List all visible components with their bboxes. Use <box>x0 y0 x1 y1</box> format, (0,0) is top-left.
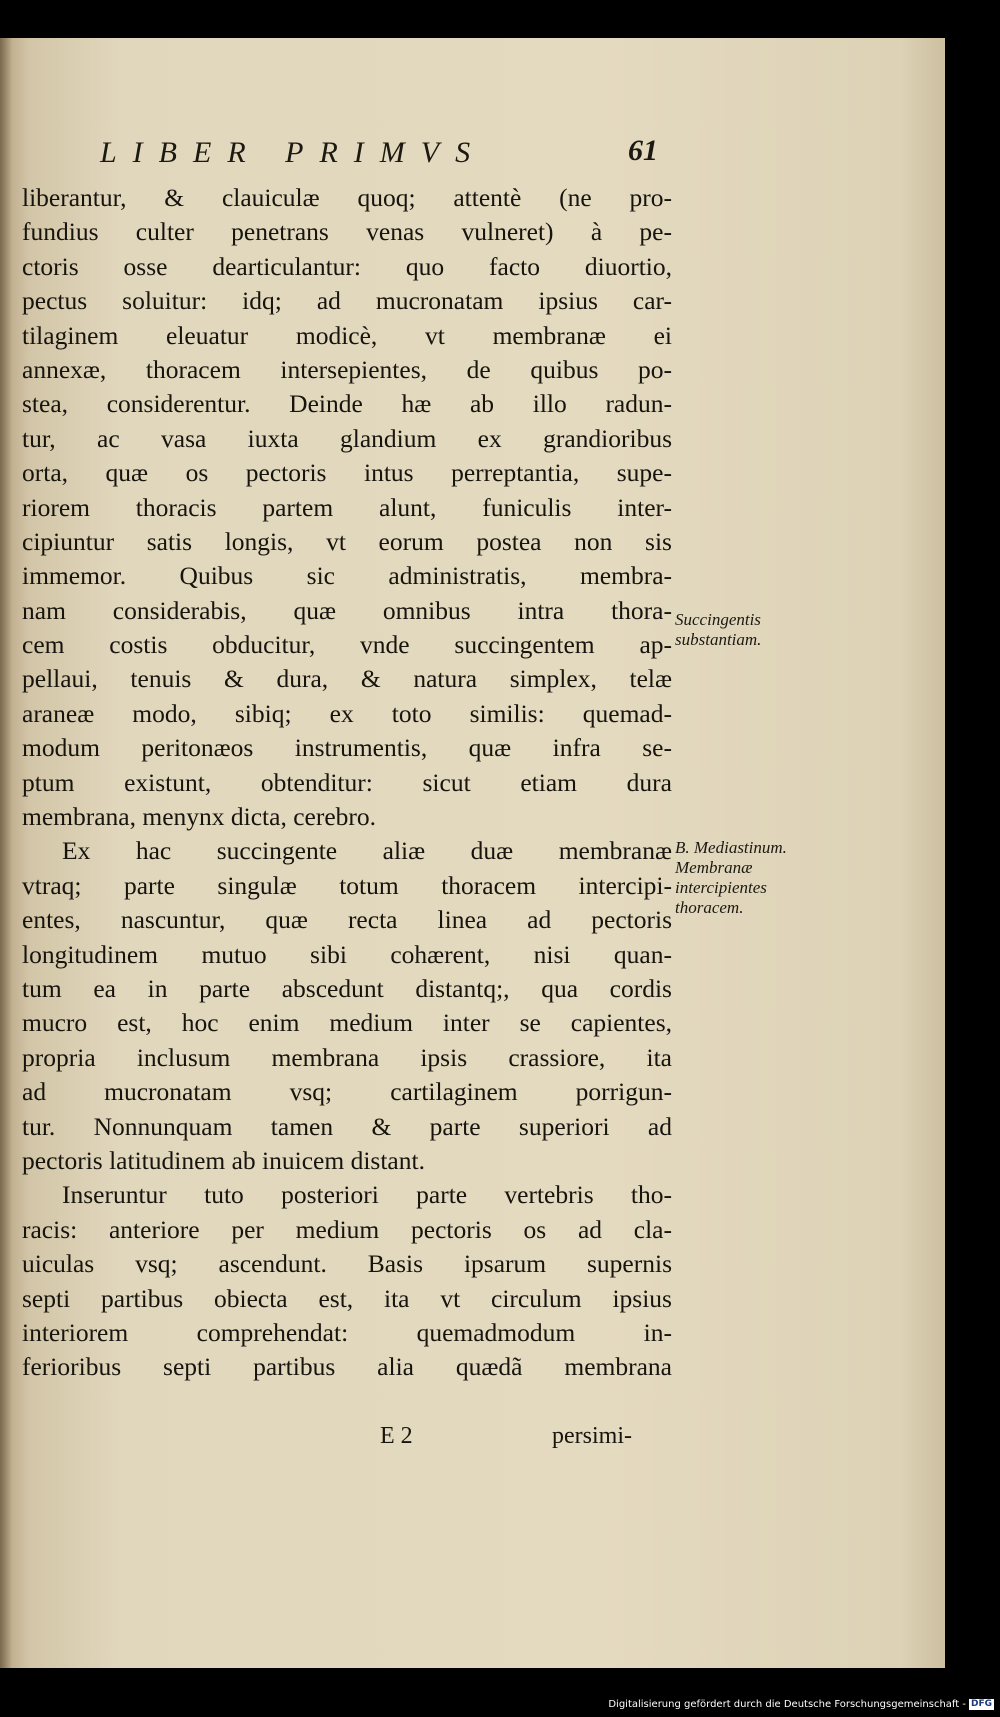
marginal-note <box>675 610 835 650</box>
text-line: araneæ modo, sibiq; ex toto similis: quemad- <box>22 698 672 728</box>
text-line: cem costis obducitur, vnde succingentem ap- <box>22 630 672 660</box>
marginal-note-line: substantiam. <box>675 630 762 649</box>
text-line: membrana, menynx dicta, cerebro. <box>22 802 377 832</box>
text-line: riorem thoracis partem alunt, funiculis inter- <box>22 492 672 522</box>
text-line: stea, considerentur. Deinde hæ ab illo radun- <box>22 389 672 419</box>
text-line: orta, quæ os pectoris intus perreptantia, supe- <box>22 458 672 488</box>
text-line: uiculas vsq; ascendunt. Basis ipsarum supernis <box>22 1249 672 1279</box>
page-gutter-shadow <box>0 38 12 1668</box>
text-line: racis: anteriore per medium pectoris os ad cla- <box>22 1214 672 1244</box>
running-head: LIBER PRIMVS <box>100 136 487 169</box>
marginal-note-line: B. Mediastinum. <box>675 838 787 857</box>
text-line: Ex hac succingente aliæ duæ membranæ <box>62 836 672 866</box>
text-line: tur. Nonnunquam tamen & parte superiori ad <box>22 1111 672 1141</box>
text-line: ad mucronatam vsq; cartilaginem porrigun- <box>22 1077 672 1107</box>
dfg-logo: DFG <box>970 1699 992 1709</box>
text-line: vtraq; parte singulæ totum thoracem intercipi- <box>22 870 672 900</box>
signature-mark: E 2 <box>380 1423 413 1449</box>
text-line: septi partibus obiecta est, ita vt circulum ipsius <box>22 1283 672 1313</box>
text-line: tilaginem eleuatur modicè, vt membranæ ei <box>22 320 672 350</box>
text-line: ctoris osse dearticulantur: quo facto diuortio, <box>22 251 672 281</box>
text-line: nam considerabis, quæ omnibus intra thora- <box>22 595 672 625</box>
text-line: pectoris latitudinem ab inuicem distant. <box>22 1145 425 1175</box>
text-line: fundius culter penetrans venas vulneret) à pe- <box>22 217 672 247</box>
text-line: tur, ac vasa iuxta glandium ex grandioribus <box>22 423 672 453</box>
book-page <box>0 38 945 1668</box>
text-line: interiorem comprehendat: quemadmodum in- <box>22 1317 672 1347</box>
text-line: tum ea in parte abscedunt distantq;, qua cordis <box>22 973 672 1003</box>
text-line: cipiuntur satis longis, vt eorum postea non sis <box>22 526 672 556</box>
marginal-note-line: thoracem. <box>675 898 744 917</box>
body-text <box>22 181 672 1385</box>
text-line: ferioribus septi partibus alia quædã membrana <box>22 1352 672 1382</box>
text-line: pectus soluitur: idq; ad mucronatam ipsius car- <box>22 286 672 316</box>
text-line: immemor. Quibus sic administratis, membra- <box>22 561 672 591</box>
text-line: Inseruntur tuto posteriori parte vertebris tho- <box>62 1180 672 1210</box>
text-line: pellaui, tenuis & dura, & natura simplex, telæ <box>22 664 672 694</box>
digitization-credit <box>608 1699 994 1710</box>
marginal-note <box>675 838 835 918</box>
text-line: mucro est, hoc enim medium inter se capientes, <box>22 1008 672 1038</box>
text-line: ptum existunt, obtenditur: sicut etiam dura <box>22 767 672 797</box>
text-line: modum peritonæos instrumentis, quæ infra se- <box>22 733 672 763</box>
text-line: annexæ, thoracem intersepientes, de quibus po- <box>22 354 672 384</box>
text-line: liberantur, & clauiculæ quoq; attentè (ne pro- <box>22 183 672 212</box>
text-line: propria inclusum membrana ipsis crassiore, ita <box>22 1042 672 1072</box>
credit-text: Digitalisierung gefördert durch die Deutsche Forschungsgemeinschaft - <box>608 1699 966 1710</box>
text-line: entes, nascuntur, quæ recta linea ad pectoris <box>22 905 672 935</box>
marginal-note-line: Succingentis <box>675 610 761 629</box>
marginal-note-line: intercipientes <box>675 878 767 897</box>
text-line: longitudinem mutuo sibi cohærent, nisi quan- <box>22 939 672 969</box>
catchword: persimi- <box>552 1423 632 1449</box>
page-number: 61 <box>628 134 658 167</box>
marginal-note-line: Membranæ <box>675 858 753 877</box>
